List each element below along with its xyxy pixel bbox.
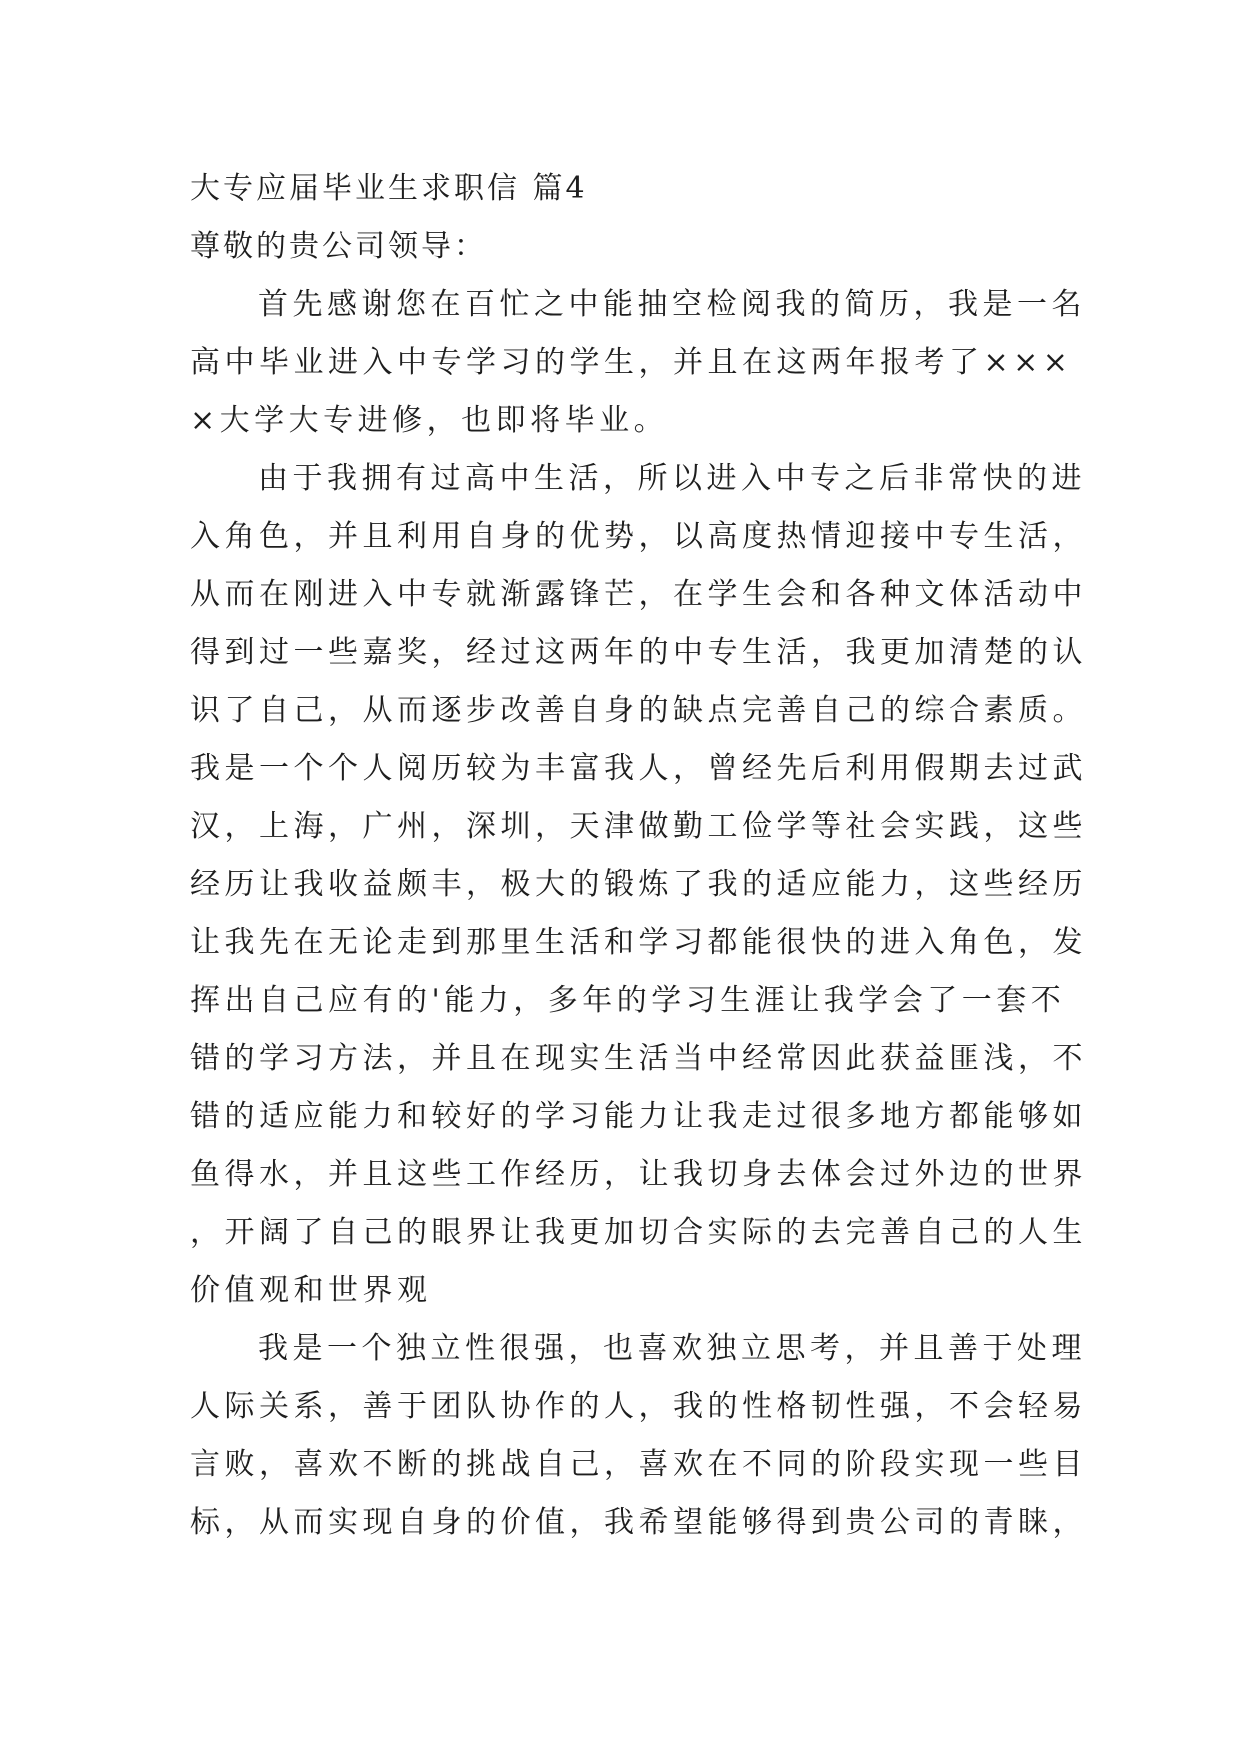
paragraph-experience: 由于我拥有过高中生活，所以进入中专之后非常快的进入角色，并且利用自身的优势，以高度热情迎接中专生活，从而在刚进入中专就渐露锋芒，在学生会和各种文体活动中得到过一些嘉奖，经过这两年的中专生活，我更加清楚的认识了自己，从而逐步改善自身的缺点完善自己的综合素质。我是一个个人阅历较为丰富我人，曾经先后利用假期去过武汉，上海，广州，深圳，天津做勤工俭学等社会实践，这些经历让我收益颇丰，极大的锻炼了我的适应能力，这些经历让我先在无论走到那里生活和学习都能很快的进入角色，发挥出自己应有的'能力，多年的学习生涯让我学会了一套不错的学习方法，并且在现实生活当中经常因此获益匪浅，不错的适应能力和较好的学习能力让我走过很多地方都能够如鱼得水，并且这些工作经历，让我切身去体会过外边的世界，开阔了自己的眼界让我更加切合实际的去完善自己的人生价值观和世界观 bbox=[190, 461, 1087, 1308]
paragraph-intro: 首先感谢您在百忙之中能抽空检阅我的简历，我是一名高中毕业进入中专学习的学生，并且在这两年报考了××××大学大专进修，也即将毕业。 bbox=[190, 287, 1086, 438]
paragraph-personality: 我是一个独立性很强，也喜欢独立思考，并且善于处理人际关系，善于团队协作的人，我的性格韧性强，不会轻易言败，喜欢不断的挑战自己，喜欢在不同的阶段实现一些目标，从而实现自身的价值，我希望能够得到贵公司的青睐， bbox=[190, 1331, 1087, 1540]
salutation: 尊敬的贵公司领导： bbox=[190, 229, 487, 264]
document-title: 大专应届毕业生求职信 篇4 bbox=[190, 171, 588, 206]
letter-body bbox=[190, 160, 1090, 1552]
